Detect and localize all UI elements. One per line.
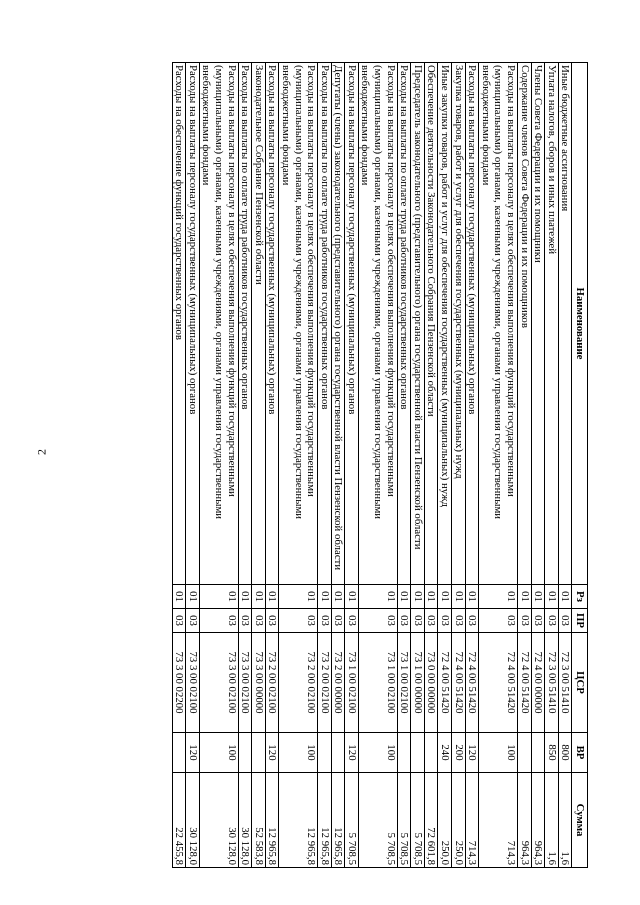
cell-sum: 5 708,5 <box>397 773 411 868</box>
cell-rz: 01 <box>558 585 572 609</box>
cell-sum: 12 965,8 <box>331 773 345 868</box>
cell-rz: 01 <box>465 585 479 609</box>
cell-rz: 01 <box>331 585 345 609</box>
cell-csr: 72 4 00 51420 <box>479 633 518 733</box>
cell-vr: 200 <box>452 733 466 773</box>
cell-sum: 250,0 <box>452 773 466 868</box>
cell-vr <box>172 733 186 773</box>
cell-vr: 120 <box>186 733 200 773</box>
cell-name: Уплата налогов, сборов и иных платежей <box>545 63 559 585</box>
cell-csr: 73 2 00 00000 <box>331 633 345 733</box>
cell-sum: 964,3 <box>518 773 532 868</box>
page-number: 2 <box>34 449 49 455</box>
cell-csr: 73 1 00 02100 <box>345 633 359 733</box>
cell-pr: 03 <box>438 609 452 633</box>
cell-csr: 73 2 00 02100 <box>318 633 332 733</box>
table-row <box>558 63 572 868</box>
table-row <box>424 63 438 868</box>
cell-sum: 52 583,8 <box>252 773 266 868</box>
cell-rz: 01 <box>424 585 438 609</box>
cell-vr: 800 <box>558 733 572 773</box>
cell-sum: 1,6 <box>558 773 572 868</box>
cell-name: Члены Совета Федерации и их помощники <box>531 63 545 585</box>
cell-vr: 100 <box>358 733 397 773</box>
table-row <box>531 63 545 868</box>
cell-name: Расходы на обеспечение функций государственных органов <box>172 63 186 585</box>
cell-csr: 73 0 00 00000 <box>424 633 438 733</box>
cell-name: Расходы на выплаты по оплате труда работников государственных органов <box>238 63 252 585</box>
cell-sum: 250,0 <box>438 773 452 868</box>
cell-vr <box>397 733 411 773</box>
cell-pr: 03 <box>345 609 359 633</box>
cell-name: Расходы на выплаты персоналу в целях обеспечения выполнения функций государственными (муниципальными) органами, казенными учреждениями, органами управления государственными внебюджетными фондами <box>358 63 397 585</box>
table-row <box>479 63 518 868</box>
header-rz: Рз <box>572 585 588 609</box>
cell-rz: 01 <box>252 585 266 609</box>
rotated-page <box>74 62 588 867</box>
cell-name: Расходы на выплаты по оплате труда работников государственных органов <box>318 63 332 585</box>
cell-pr: 03 <box>411 609 425 633</box>
cell-sum: 714,3 <box>479 773 518 868</box>
cell-sum: 5 708,5 <box>345 773 359 868</box>
cell-vr <box>531 733 545 773</box>
cell-rz: 01 <box>279 585 318 609</box>
cell-rz: 01 <box>318 585 332 609</box>
cell-name: Расходы на выплаты персоналу государственных (муниципальных) органов <box>345 63 359 585</box>
cell-pr: 03 <box>545 609 559 633</box>
table-row <box>279 63 318 868</box>
cell-pr: 03 <box>479 609 518 633</box>
cell-rz: 01 <box>545 585 559 609</box>
table-row <box>172 63 186 868</box>
cell-csr: 72 4 00 51420 <box>518 633 532 733</box>
table-row <box>252 63 266 868</box>
cell-pr: 03 <box>172 609 186 633</box>
cell-pr: 03 <box>279 609 318 633</box>
cell-csr: 73 3 00 00000 <box>252 633 266 733</box>
cell-pr: 03 <box>186 609 200 633</box>
cell-rz: 01 <box>345 585 359 609</box>
cell-sum: 5 708,5 <box>411 773 425 868</box>
cell-pr: 03 <box>452 609 466 633</box>
cell-csr: 73 3 00 02100 <box>186 633 200 733</box>
cell-rz: 01 <box>452 585 466 609</box>
cell-csr: 73 3 00 02100 <box>238 633 252 733</box>
cell-sum: 714,3 <box>465 773 479 868</box>
cell-rz: 01 <box>531 585 545 609</box>
cell-name: Иные бюджетные ассигнования <box>558 63 572 585</box>
table-header-row <box>572 63 588 868</box>
cell-name: Председатель законодательного (представительного) органа государственной власти Пензенской области <box>411 63 425 585</box>
cell-csr: 73 2 00 02100 <box>265 633 279 733</box>
cell-pr: 03 <box>397 609 411 633</box>
cell-csr: 73 1 00 00000 <box>411 633 425 733</box>
cell-vr: 850 <box>545 733 559 773</box>
cell-csr: 72 4 00 51420 <box>465 633 479 733</box>
cell-vr: 120 <box>265 733 279 773</box>
cell-csr: 73 1 00 02100 <box>397 633 411 733</box>
table-row <box>186 63 200 868</box>
header-vr: ВР <box>572 733 588 773</box>
table-row <box>265 63 279 868</box>
header-pr: ПР <box>572 609 588 633</box>
cell-rz: 01 <box>397 585 411 609</box>
table-row <box>318 63 332 868</box>
cell-rz: 01 <box>265 585 279 609</box>
cell-csr: 72 4 00 00000 <box>531 633 545 733</box>
cell-rz: 01 <box>172 585 186 609</box>
cell-name: Депутаты (члены) законодательного (представительного) органа государственной власти Пензенской области <box>331 63 345 585</box>
cell-rz: 01 <box>518 585 532 609</box>
cell-name: Расходы на выплаты по оплате труда работников государственных органов <box>397 63 411 585</box>
cell-name: Расходы на выплаты персоналу государственных (муниципальных) органов <box>465 63 479 585</box>
cell-sum: 30 128,0 <box>238 773 252 868</box>
table-row <box>331 63 345 868</box>
cell-vr: 100 <box>279 733 318 773</box>
table-row <box>345 63 359 868</box>
cell-name: Расходы на выплаты персоналу в целях обеспечения выполнения функций государственными (муниципальными) органами, казенными учреждениями, органами управления государственными внебюджетными фондами <box>479 63 518 585</box>
cell-pr: 03 <box>531 609 545 633</box>
cell-vr: 240 <box>438 733 452 773</box>
cell-vr <box>518 733 532 773</box>
cell-pr: 03 <box>518 609 532 633</box>
cell-sum: 1,6 <box>545 773 559 868</box>
cell-csr: 72 3 00 51410 <box>558 633 572 733</box>
cell-csr: 72 3 00 51410 <box>545 633 559 733</box>
cell-vr <box>318 733 332 773</box>
cell-name: Иные закупки товаров, работ и услуг для обеспечения государственных (муниципальных) нужд <box>438 63 452 585</box>
cell-name: Содержание членов Совета Федерации и их помощников <box>518 63 532 585</box>
table-row <box>397 63 411 868</box>
cell-pr: 03 <box>199 609 238 633</box>
cell-rz: 01 <box>411 585 425 609</box>
cell-csr: 73 2 00 02100 <box>279 633 318 733</box>
table-row <box>199 63 238 868</box>
cell-name: Расходы на выплаты персоналу в целях обеспечения выполнения функций государственными (муниципальными) органами, казенными учреждениями, органами управления государственными внебюджетными фондами <box>279 63 318 585</box>
cell-pr: 03 <box>265 609 279 633</box>
cell-sum: 72 601,8 <box>424 773 438 868</box>
cell-pr: 03 <box>358 609 397 633</box>
table-row <box>545 63 559 868</box>
table-row <box>411 63 425 868</box>
cell-vr <box>252 733 266 773</box>
cell-csr: 72 4 00 51420 <box>438 633 452 733</box>
cell-sum: 5 708,5 <box>358 773 397 868</box>
table-row <box>452 63 466 868</box>
cell-name: Обеспечение деятельности Законодательного Собрания Пензенской области <box>424 63 438 585</box>
header-name: Наименование <box>572 63 588 585</box>
cell-sum: 30 128,0 <box>186 773 200 868</box>
table-row <box>438 63 452 868</box>
cell-pr: 03 <box>318 609 332 633</box>
header-csr: ЦСР <box>572 633 588 733</box>
cell-pr: 03 <box>558 609 572 633</box>
cell-csr: 73 1 00 02100 <box>358 633 397 733</box>
table-row <box>465 63 479 868</box>
cell-rz: 01 <box>358 585 397 609</box>
cell-sum: 12 965,8 <box>265 773 279 868</box>
cell-vr: 100 <box>199 733 238 773</box>
cell-vr <box>238 733 252 773</box>
cell-csr: 73 3 00 02200 <box>172 633 186 733</box>
cell-rz: 01 <box>199 585 238 609</box>
cell-pr: 03 <box>252 609 266 633</box>
cell-name: Закупка товаров, работ и услуг для обеспечения государственных (муниципальных) нужд <box>452 63 466 585</box>
cell-pr: 03 <box>424 609 438 633</box>
cell-sum: 30 128,0 <box>199 773 238 868</box>
cell-vr <box>331 733 345 773</box>
cell-vr <box>411 733 425 773</box>
cell-csr: 72 4 00 51420 <box>452 633 466 733</box>
cell-sum: 22 455,8 <box>172 773 186 868</box>
cell-name: Законодательное Собрание Пензенской области <box>252 63 266 585</box>
cell-name: Расходы на выплаты персоналу государственных (муниципальных) органов <box>186 63 200 585</box>
cell-rz: 01 <box>238 585 252 609</box>
cell-vr: 100 <box>479 733 518 773</box>
cell-sum: 12 965,8 <box>318 773 332 868</box>
table-row <box>238 63 252 868</box>
cell-sum: 964,3 <box>531 773 545 868</box>
cell-vr: 120 <box>465 733 479 773</box>
cell-csr: 73 3 00 02100 <box>199 633 238 733</box>
cell-pr: 03 <box>465 609 479 633</box>
cell-name: Расходы на выплаты персоналу в целях обеспечения выполнения функций государственными (муниципальными) органами, казенными учреждениями, органами управления государственными внебюджетными фондами <box>199 63 238 585</box>
budget-table <box>172 62 588 868</box>
cell-rz: 01 <box>438 585 452 609</box>
cell-name: Расходы на выплаты персоналу государственных (муниципальных) органов <box>265 63 279 585</box>
table-row <box>358 63 397 868</box>
cell-pr: 03 <box>238 609 252 633</box>
header-sum: Сумма <box>572 773 588 868</box>
table-row <box>518 63 532 868</box>
cell-vr: 120 <box>345 733 359 773</box>
cell-sum: 12 965,8 <box>279 773 318 868</box>
cell-rz: 01 <box>186 585 200 609</box>
cell-pr: 03 <box>331 609 345 633</box>
cell-vr <box>424 733 438 773</box>
cell-rz: 01 <box>479 585 518 609</box>
